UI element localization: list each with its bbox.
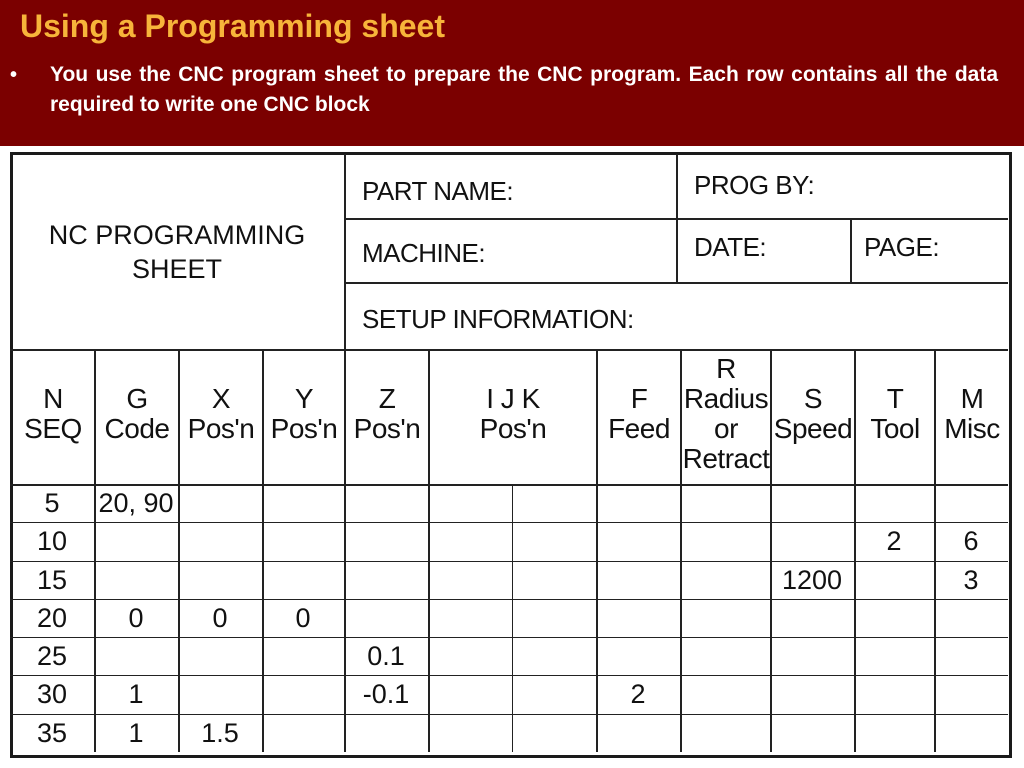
cell-m bbox=[934, 637, 1008, 675]
cell-n: 35 bbox=[36, 718, 68, 748]
cell-t: 2 bbox=[886, 526, 902, 556]
cell-y bbox=[262, 714, 344, 752]
cell-s: 1200 bbox=[781, 565, 843, 595]
cell-m: 3 bbox=[963, 565, 979, 595]
sheet-title: NC PROGRAMMING SHEET bbox=[48, 220, 306, 284]
date-label: DATE: bbox=[694, 232, 767, 262]
page-divider bbox=[850, 218, 852, 282]
slide-title: Using a Programming sheet bbox=[20, 8, 445, 44]
cell-g: 20, 90 bbox=[98, 488, 174, 518]
cell-f bbox=[596, 637, 680, 675]
col-header-g-code: G Code bbox=[104, 383, 170, 444]
cell-f bbox=[596, 561, 680, 599]
cell-x bbox=[178, 675, 262, 713]
column-line bbox=[428, 349, 430, 752]
row-line-machine bbox=[344, 218, 1008, 220]
cell-s bbox=[770, 675, 854, 713]
cell-f bbox=[596, 714, 680, 752]
cell-f: 2 bbox=[630, 679, 646, 709]
cell-z bbox=[344, 714, 428, 752]
col-header-f-feed: F Feed bbox=[608, 383, 670, 444]
cell-n: 30 bbox=[36, 679, 68, 709]
cell-s bbox=[770, 599, 854, 637]
cell-t bbox=[854, 675, 934, 713]
cell-n: 5 bbox=[44, 488, 60, 518]
col-header-r-radius: R Radius or Retract bbox=[682, 353, 770, 474]
bullet-item bbox=[10, 60, 1000, 124]
cell-y bbox=[262, 675, 344, 713]
cell-z bbox=[344, 599, 428, 637]
title-divider bbox=[344, 154, 346, 350]
cell-x bbox=[178, 484, 262, 522]
col-header-z-posn: Z Pos'n bbox=[353, 383, 421, 444]
col-header-n-seq: N SEQ bbox=[24, 383, 82, 444]
cell-n: 20 bbox=[36, 603, 68, 633]
row-line-setup bbox=[344, 282, 1008, 284]
cell-t bbox=[854, 637, 934, 675]
cell-s bbox=[770, 637, 854, 675]
cell-t bbox=[854, 561, 934, 599]
cell-m bbox=[934, 714, 1008, 752]
cell-z: 0.1 bbox=[367, 641, 405, 671]
cell-t bbox=[854, 599, 934, 637]
cell-y bbox=[262, 522, 344, 560]
cell-y bbox=[262, 561, 344, 599]
cell-n: 10 bbox=[36, 526, 68, 556]
cell-m bbox=[934, 599, 1008, 637]
cell-g bbox=[94, 522, 178, 560]
cell-s bbox=[770, 522, 854, 560]
bullet-text: You use the CNC program sheet to prepare the CNC program. Each row contains all the data required to write one CNC block bbox=[50, 63, 998, 116]
cell-m bbox=[934, 675, 1008, 713]
cell-s bbox=[770, 484, 854, 522]
cell-z bbox=[344, 561, 428, 599]
cell-x: 1.5 bbox=[201, 718, 239, 748]
cell-z: -0.1 bbox=[362, 679, 410, 709]
cell-y bbox=[262, 484, 344, 522]
column-line bbox=[680, 349, 682, 752]
cell-n: 25 bbox=[36, 641, 68, 671]
slide-header bbox=[0, 0, 1024, 146]
page-label: PAGE: bbox=[864, 232, 940, 262]
cell-g: 1 bbox=[128, 718, 144, 748]
ijk-split-line bbox=[512, 484, 513, 752]
col-header-ijk-posn: I J K Pos'n bbox=[479, 383, 547, 444]
cell-g bbox=[94, 637, 178, 675]
cell-z bbox=[344, 484, 428, 522]
cell-g bbox=[94, 561, 178, 599]
cell-x bbox=[178, 561, 262, 599]
programming-sheet bbox=[0, 146, 1024, 768]
col-header-x-posn: X Pos'n bbox=[187, 383, 255, 444]
cell-t bbox=[854, 714, 934, 752]
col-header-t-tool: T Tool bbox=[870, 383, 920, 444]
machine-label: MACHINE: bbox=[362, 238, 486, 268]
col-header-y-posn: Y Pos'n bbox=[270, 383, 338, 444]
cell-x: 0 bbox=[212, 603, 228, 633]
cell-s bbox=[770, 714, 854, 752]
cell-f bbox=[596, 599, 680, 637]
cell-g: 0 bbox=[128, 603, 144, 633]
cell-f bbox=[596, 484, 680, 522]
prog-by-label: PROG BY: bbox=[694, 170, 815, 200]
cell-y: 0 bbox=[295, 603, 311, 633]
cell-z bbox=[344, 522, 428, 560]
cell-x bbox=[178, 637, 262, 675]
bullet-dot-icon: • bbox=[10, 64, 18, 86]
col-header-m-misc: M Misc bbox=[944, 383, 1000, 444]
col-header-s-speed: S Speed bbox=[773, 383, 853, 444]
cell-n: 15 bbox=[36, 565, 68, 595]
cell-f bbox=[596, 522, 680, 560]
cell-x bbox=[178, 522, 262, 560]
setup-info-label: SETUP INFORMATION: bbox=[362, 304, 634, 334]
cell-g: 1 bbox=[128, 679, 144, 709]
cell-m: 6 bbox=[963, 526, 979, 556]
part-name-label: PART NAME: bbox=[362, 176, 514, 206]
cell-y bbox=[262, 637, 344, 675]
cell-t bbox=[854, 484, 934, 522]
cell-m bbox=[934, 484, 1008, 522]
